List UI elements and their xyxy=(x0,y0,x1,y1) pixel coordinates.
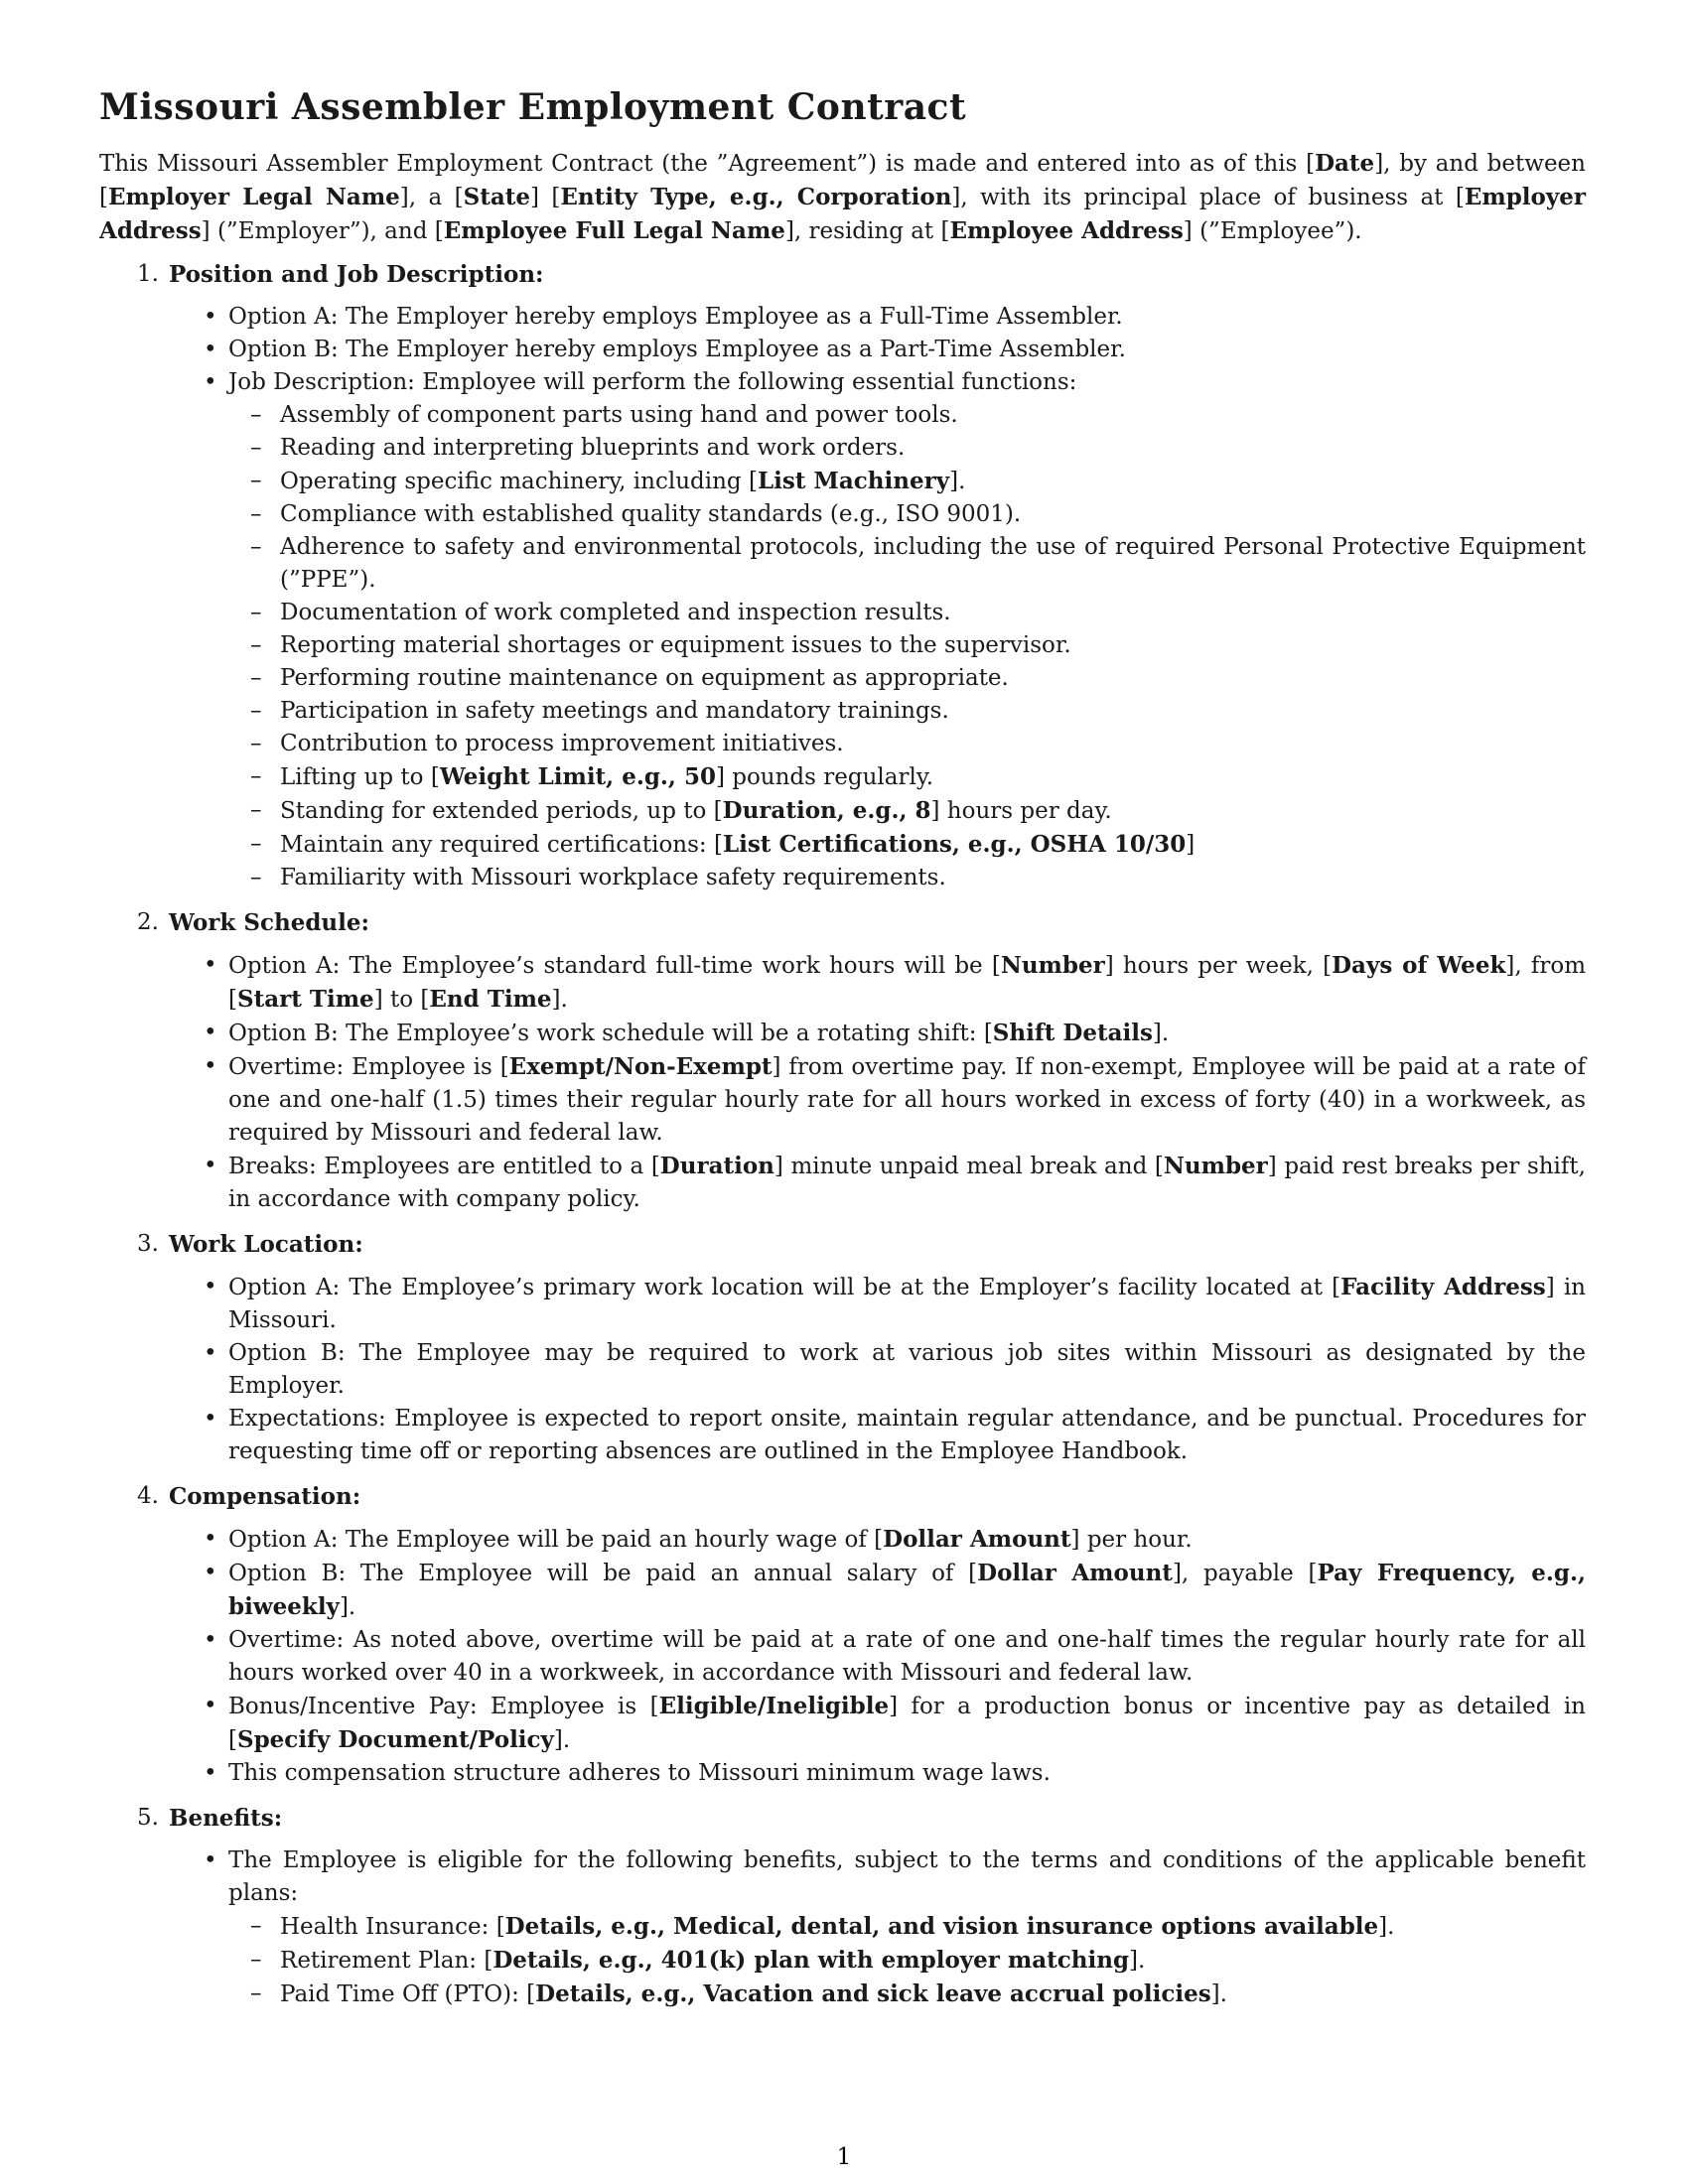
section-number: 4. xyxy=(137,1483,159,1509)
list-item: • Option A: The Employee’s standard full-time work hours will be [Number] hours per week, [Days of Week], from [Start Time] to [End Time]. xyxy=(228,949,1586,1017)
section-number: 2. xyxy=(137,909,159,935)
duty-item: – Participation in safety meetings and mandatory trainings. xyxy=(280,695,1586,728)
duty-item: – Documentation of work completed and inspection results. xyxy=(280,597,1586,629)
duty-item: – Maintain any required certifications: [List Certifications, e.g., OSHA 10/30] xyxy=(280,828,1586,862)
duty-item: – Familiarity with Missouri workplace safety requirements. xyxy=(280,862,1586,894)
section-title: Work Schedule: xyxy=(169,909,369,936)
section-number: 1. xyxy=(137,261,159,287)
section-title: Work Location: xyxy=(169,1231,363,1258)
duty-item: – Reporting material shortages or equipment issues to the supervisor. xyxy=(280,629,1586,662)
list-item: • Expectations: Employee is expected to report onsite, maintain regular attendance, and be punctual. Procedures for requesting time off or reporting absences are outlined in the Employee Handbook. xyxy=(228,1403,1586,1468)
section-title: Position and Job Description: xyxy=(169,261,544,288)
list-item: • This compensation structure adheres to Missouri minimum wage laws. xyxy=(228,1757,1586,1790)
section-benefits xyxy=(99,1802,1586,2011)
page-number: 1 xyxy=(836,2144,852,2170)
list-item: • Breaks: Employees are entitled to a [Duration] minute unpaid meal break and [Number] paid rest breaks per shift, in accordance with company policy. xyxy=(228,1150,1586,1216)
benefit-item: – Health Insurance: [Details, e.g., Medical, dental, and vision insurance options available]. xyxy=(280,1910,1586,1944)
duty-item: – Adherence to safety and environmental protocols, including the use of required Personal Protective Equipment (”PPE”). xyxy=(280,531,1586,597)
benefits-list xyxy=(228,1910,1586,2011)
duty-item: – Standing for extended periods, up to [Duration, e.g., 8] hours per day. xyxy=(280,794,1586,828)
section-work-location xyxy=(99,1228,1586,1468)
placeholder-employer-name: Employer Legal Name xyxy=(107,184,400,210)
list-item: • Option B: The Employee’s work schedule will be a rotating shift: [Shift Details]. xyxy=(228,1017,1586,1050)
duty-item: – Reading and interpreting blueprints and work orders. xyxy=(280,432,1586,465)
section-title: Compensation: xyxy=(169,1483,361,1510)
list-item: • Overtime: Employee is [Exempt/Non-Exempt] from overtime pay. If non-exempt, Employee will be paid at a rate of one and one-half (1.5) times their regular hourly rate for all hours worked in excess of forty (40) in a workweek, as required by Missouri and federal law. xyxy=(228,1050,1586,1150)
section-number: 5. xyxy=(137,1805,159,1831)
list-item: • Option B: The Employee may be required to work at various job sites within Missouri as designated by the Employer. xyxy=(228,1337,1586,1403)
section-list xyxy=(99,258,1586,2011)
placeholder-employer-address: Employer Address xyxy=(99,184,1586,244)
contract-document xyxy=(99,85,1586,2023)
placeholder-entity-type: Entity Type, e.g., Corporation xyxy=(560,184,952,210)
placeholder-state: State xyxy=(463,184,531,210)
section-title: Benefits: xyxy=(169,1805,283,1832)
page-title: Missouri Assembler Employment Contract xyxy=(99,86,967,128)
list-item: • Job Description: Employee will perform the following essential functions: – Assembly of component parts using hand and power tools. – Reading and interpreting blueprints and work orders. – Operating specific machinery, including [List Machinery]. – Compliance with established quality standards (e.g., ISO 9001). – Adherence to safety and environmental protocols, including the use of required Personal Protective Equipment (”PPE”). – Documentation of work completed and inspection results. – Reporting material shortages or equipment issues to the supervisor. – Performing routine maintenance on equipment as appropriate. – Participation in safety meetings and mandatory trainings. – Contribution to process improvement initiatives. – Lifting up to [Weight Limit, e.g., 50] pounds regularly. – Standing for extended periods, up to [Duration, e.g., 8] hours per day. – Maintain any required certifications: [List Certifications, e.g., OSHA 10/30] – Familiarity with Missouri workplace safety requirements. xyxy=(228,366,1586,894)
list-item: • Bonus/Incentive Pay: Employee is [Eligible/Ineligible] for a production bonus or incentive pay as detailed in [Specify Document/Policy]. xyxy=(228,1690,1586,1757)
duty-item: – Contribution to process improvement initiatives. xyxy=(280,728,1586,760)
list-item: • Option A: The Employee will be paid an hourly wage of [Dollar Amount] per hour. xyxy=(228,1523,1586,1557)
section-compensation xyxy=(99,1480,1586,1790)
duty-item: – Performing routine maintenance on equipment as appropriate. xyxy=(280,662,1586,695)
benefit-item: – Retirement Plan: [Details, e.g., 401(k) plan with employer matching]. xyxy=(280,1944,1586,1978)
section-work-schedule xyxy=(99,906,1586,1216)
benefit-item: – Paid Time Off (PTO): [Details, e.g., Vacation and sick leave accrual policies]. xyxy=(280,1978,1586,2011)
list-item: • Option A: The Employee’s primary work location will be at the Employer’s facility located at [Facility Address] in Missouri. xyxy=(228,1271,1586,1337)
duty-item: – Lifting up to [Weight Limit, e.g., 50] pounds regularly. xyxy=(280,760,1586,794)
duty-item: – Compliance with established quality standards (e.g., ISO 9001). xyxy=(280,498,1586,531)
list-item: • Option B: The Employee will be paid an annual salary of [Dollar Amount], payable [Pay Frequency, e.g., biweekly]. xyxy=(228,1557,1586,1624)
placeholder-date: Date xyxy=(1315,150,1375,177)
duty-item: – Assembly of component parts using hand and power tools. xyxy=(280,399,1586,432)
duties-list xyxy=(228,399,1586,894)
section-position xyxy=(99,258,1586,894)
intro-paragraph: This Missouri Assembler Employment Contract (the ”Agreement”) is made and entered into as of this [Date], by and between [Employer Legal Name], a [State] [Entity Type, e.g., Corporation], with its principal place of business at [Employer Address] (”Employer”), and [Employee Full Legal Name], residing at [Employee Address] (”Employee”). xyxy=(99,150,1586,244)
list-item: • Option A: The Employer hereby employs Employee as a Full-Time Assembler. xyxy=(228,301,1586,334)
placeholder-employee-address: Employee Address xyxy=(949,217,1184,244)
list-item: • The Employee is eligible for the following benefits, subject to the terms and conditions of the applicable benefit plans: – Health Insurance: [Details, e.g., Medical, dental, and vision insurance options available]. – Retirement Plan: [Details, e.g., 401(k) plan with employer matching]. – Paid Time Off (PTO): [Details, e.g., Vacation and sick leave accrual policies]. xyxy=(228,1844,1586,2011)
placeholder-employee-name: Employee Full Legal Name xyxy=(443,217,785,244)
duty-item: – Operating specific machinery, including [List Machinery]. xyxy=(280,465,1586,498)
list-item: • Overtime: As noted above, overtime will be paid at a rate of one and one-half times the regular hourly rate for all hours worked over 40 in a workweek, in accordance with Missouri and federal law. xyxy=(228,1624,1586,1690)
list-item: • Option B: The Employer hereby employs Employee as a Part-Time Assembler. xyxy=(228,334,1586,366)
section-number: 3. xyxy=(137,1231,159,1257)
